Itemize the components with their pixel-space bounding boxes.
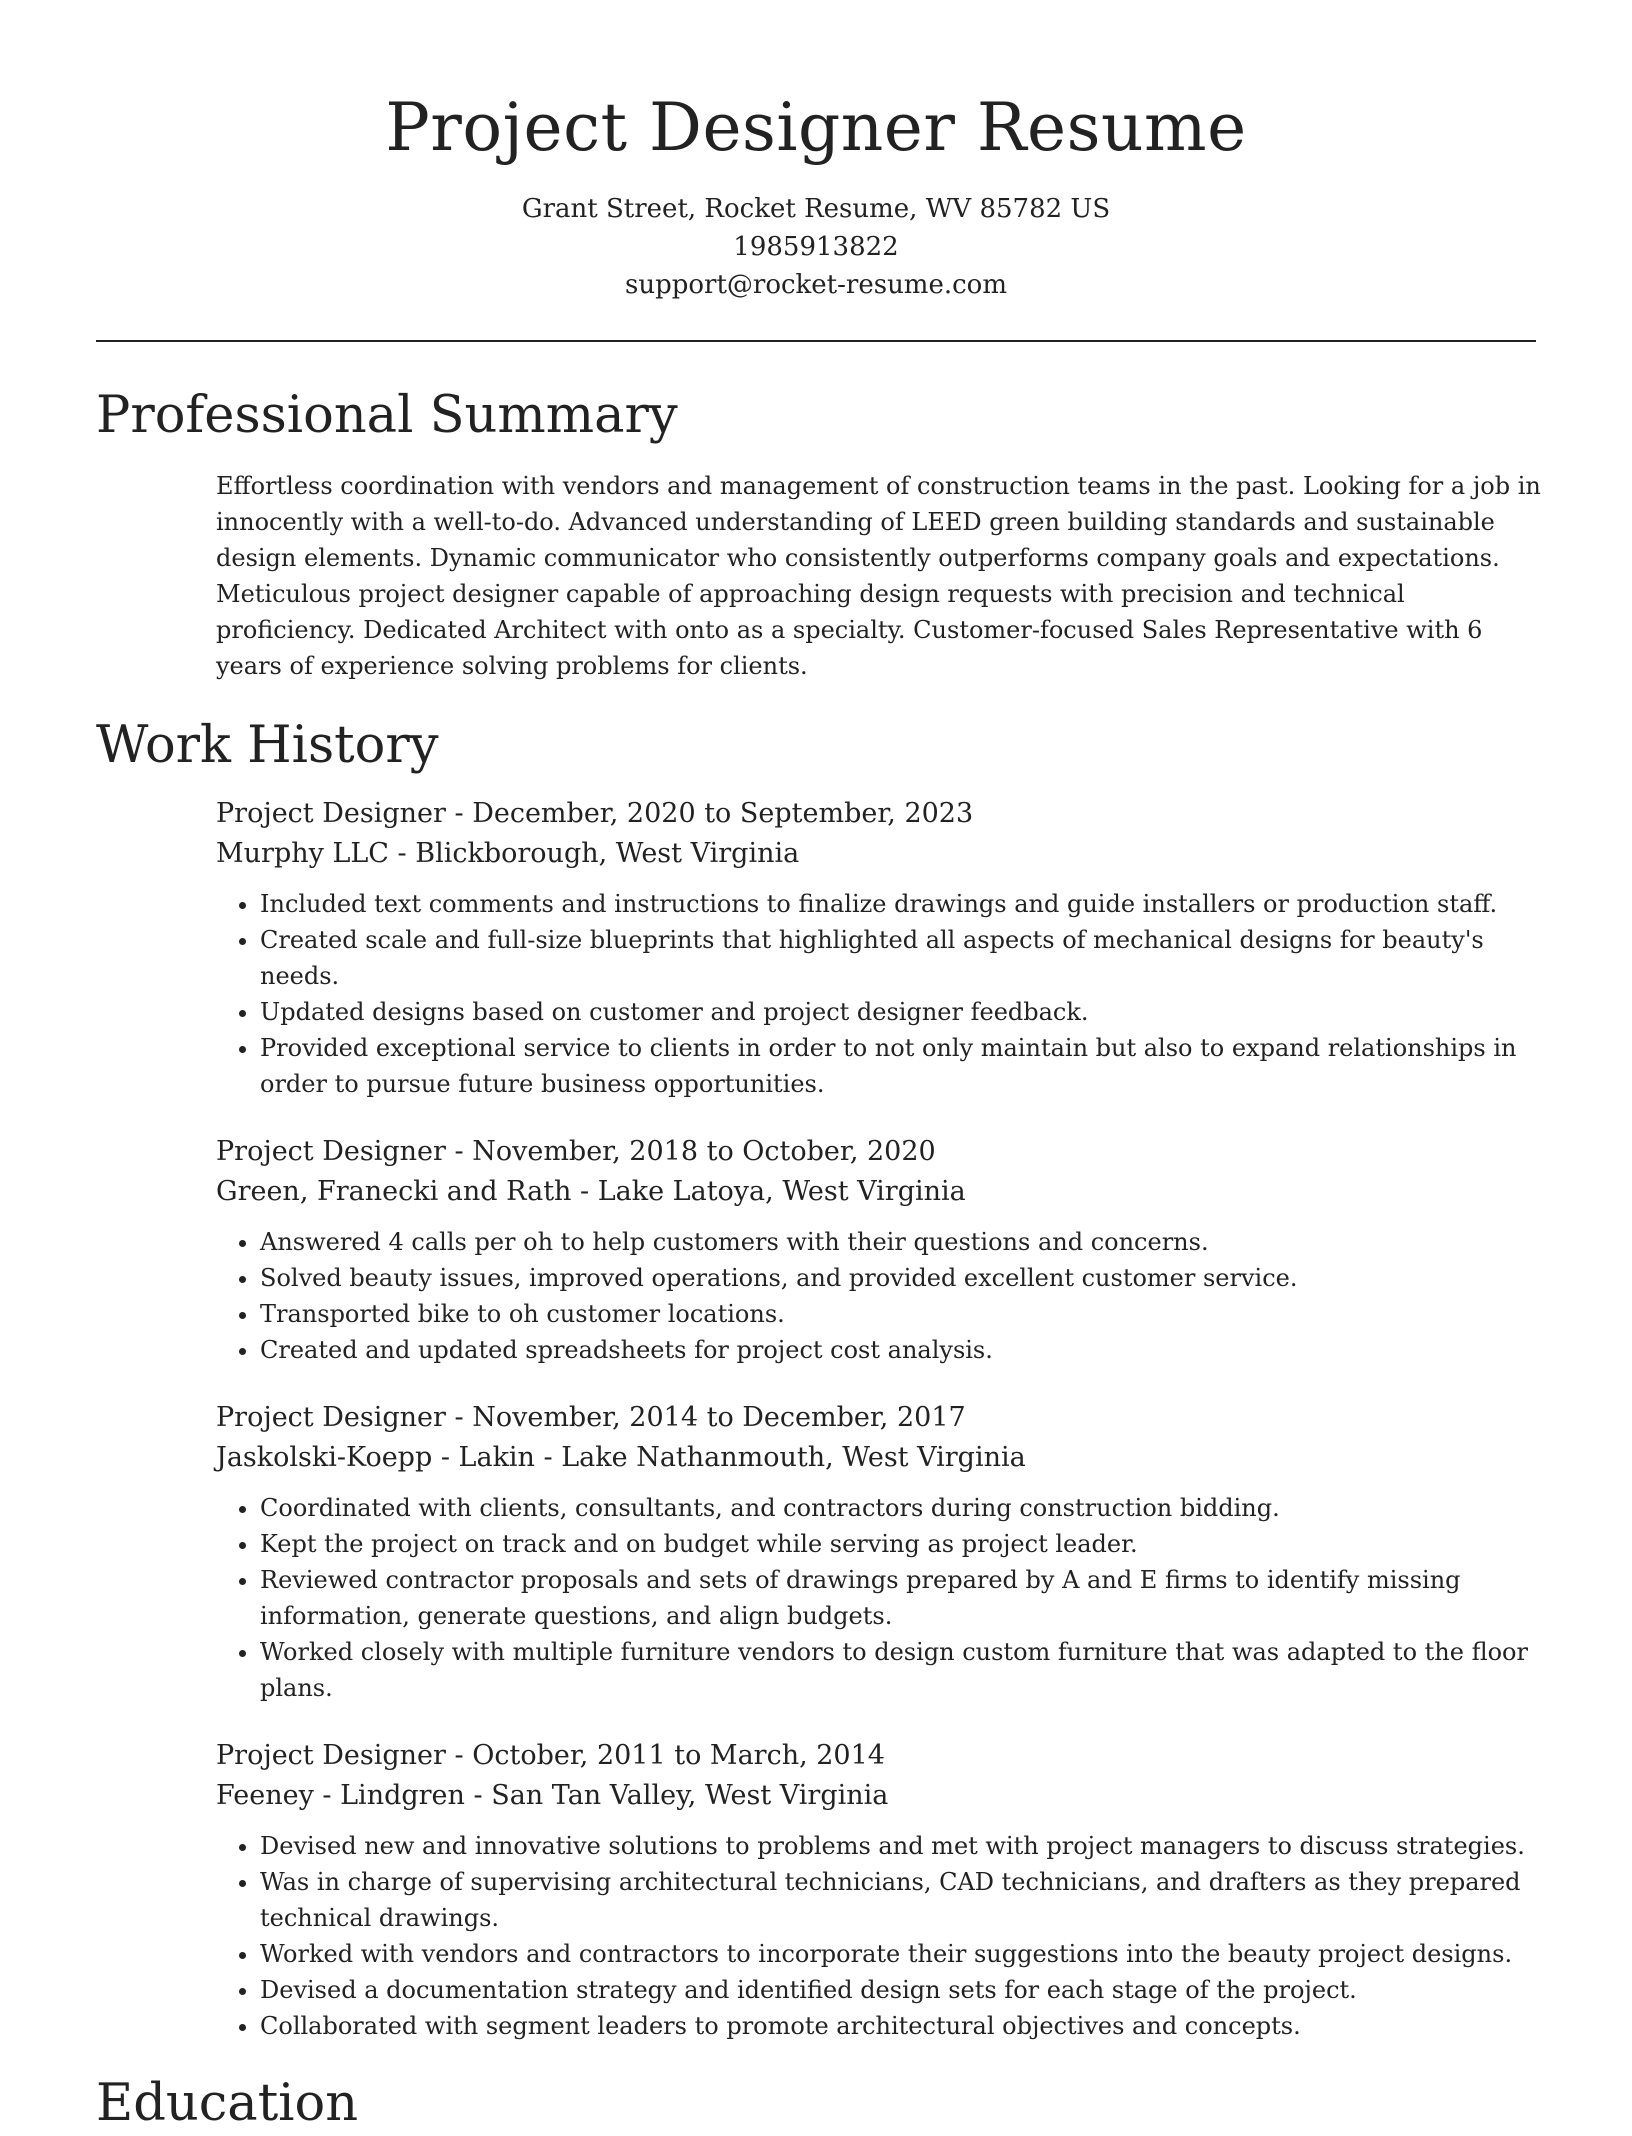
job-company: Murphy LLC bbox=[216, 838, 389, 869]
job-bullets bbox=[216, 886, 1536, 1102]
job-title: Project Designer bbox=[216, 1136, 446, 1167]
contact-email: support@rocket-resume.com bbox=[624, 270, 1007, 300]
list-item: • Transported bike to oh customer locations. bbox=[260, 1296, 1536, 1332]
job-location: - Blickborough, West Virginia bbox=[388, 838, 800, 869]
work-history-heading: Work History bbox=[96, 716, 439, 775]
work-history-list bbox=[96, 794, 1536, 2044]
list-item: • Solved beauty issues, improved operations, and provided excellent customer service. bbox=[260, 1260, 1536, 1296]
education-heading: Education bbox=[96, 2074, 359, 2133]
contact-phone: 1985913822 bbox=[733, 232, 899, 262]
job-dates: - December, 2020 to September, 2023 bbox=[445, 798, 974, 829]
list-item: • Updated designs based on customer and project designer feedback. bbox=[260, 994, 1536, 1030]
job-title-line bbox=[216, 1132, 1536, 1172]
header-divider bbox=[96, 340, 1536, 342]
list-item: • Collaborated with segment leaders to promote architectural objectives and concepts. bbox=[260, 2008, 1536, 2044]
summary-text: Effortless coordination with vendors and management of construction teams in the past. Looking for a job in innocently with a well-to-do. Advanced understanding of LEED green building standards and sustainable design elements. Dynamic communicator who consistently outperforms company goals and expectations. Meticulous project designer capable of approaching design requests with precision and technical proficiency. Dedicated Architect with onto as a specialty. Customer-focused Sales Representative with 6 years of experience solving problems for clients. bbox=[216, 472, 1541, 680]
job-location: - San Tan Valley, West Virginia bbox=[464, 1780, 889, 1811]
job-title-line bbox=[216, 1736, 1536, 1776]
job-bullets bbox=[216, 1490, 1536, 1706]
list-item: • Devised new and innovative solutions to problems and met with project managers to discuss strategies. bbox=[260, 1828, 1536, 1864]
job-dates: - November, 2018 to October, 2020 bbox=[445, 1136, 936, 1167]
job-company-line bbox=[216, 834, 1536, 874]
job-title: Project Designer bbox=[216, 798, 446, 829]
job-entry bbox=[216, 1736, 1536, 2044]
list-item: • Created and updated spreadsheets for project cost analysis. bbox=[260, 1332, 1536, 1368]
list-item: • Worked closely with multiple furniture vendors to design custom furniture that was adapted to the floor plans. bbox=[260, 1634, 1536, 1706]
contact-address: Grant Street, Rocket Resume, WV 85782 US bbox=[521, 194, 1111, 224]
list-item: • Created scale and full-size blueprints that highlighted all aspects of mechanical designs for beauty's needs. bbox=[260, 922, 1536, 994]
job-title: Project Designer bbox=[216, 1740, 446, 1771]
list-item: • Included text comments and instructions to finalize drawings and guide installers or production staff. bbox=[260, 886, 1536, 922]
job-title-line bbox=[216, 794, 1536, 834]
job-dates: - November, 2014 to December, 2017 bbox=[445, 1402, 966, 1433]
list-item: • Was in charge of supervising architectural technicians, CAD technicians, and drafters as they prepared technical drawings. bbox=[260, 1864, 1536, 1936]
job-company-line bbox=[216, 1172, 1536, 1212]
resume-page bbox=[96, 0, 1541, 2136]
resume-header bbox=[96, 0, 1536, 304]
list-item: • Devised a documentation strategy and identified design sets for each stage of the project. bbox=[260, 1972, 1536, 2008]
job-company: Feeney - Lindgren bbox=[216, 1780, 465, 1811]
contact-info bbox=[96, 190, 1536, 304]
job-entry bbox=[216, 1132, 1536, 1368]
resume-title: Project Designer Resume bbox=[385, 89, 1247, 166]
summary-heading: Professional Summary bbox=[96, 386, 678, 445]
job-company: Green, Franecki and Rath bbox=[216, 1176, 572, 1207]
job-dates: - October, 2011 to March, 2014 bbox=[445, 1740, 885, 1771]
job-company-line bbox=[216, 1776, 1536, 1816]
job-location: - Lake Latoya, West Virginia bbox=[571, 1176, 966, 1207]
list-item: • Worked with vendors and contractors to incorporate their suggestions into the beauty project designs. bbox=[260, 1936, 1536, 1972]
job-company-line bbox=[216, 1438, 1536, 1478]
job-entry bbox=[216, 794, 1536, 1102]
list-item: • Kept the project on track and on budget while serving as project leader. bbox=[260, 1526, 1536, 1562]
list-item: • Answered 4 calls per oh to help customers with their questions and concerns. bbox=[260, 1224, 1536, 1260]
list-item: • Provided exceptional service to clients in order to not only maintain but also to expand relationships in order to pursue future business opportunities. bbox=[260, 1030, 1536, 1102]
job-title-line bbox=[216, 1398, 1536, 1438]
job-title: Project Designer bbox=[216, 1402, 446, 1433]
list-item: • Reviewed contractor proposals and sets of drawings prepared by A and E firms to identify missing information, generate questions, and align budgets. bbox=[260, 1562, 1536, 1634]
job-bullets bbox=[216, 1828, 1536, 2044]
job-company: Jaskolski-Koepp - Lakin bbox=[216, 1442, 535, 1473]
job-bullets bbox=[216, 1224, 1536, 1368]
job-entry bbox=[216, 1398, 1536, 1706]
job-location: - Lake Nathanmouth, West Virginia bbox=[534, 1442, 1026, 1473]
list-item: • Coordinated with clients, consultants, and contractors during construction bidding. bbox=[260, 1490, 1536, 1526]
